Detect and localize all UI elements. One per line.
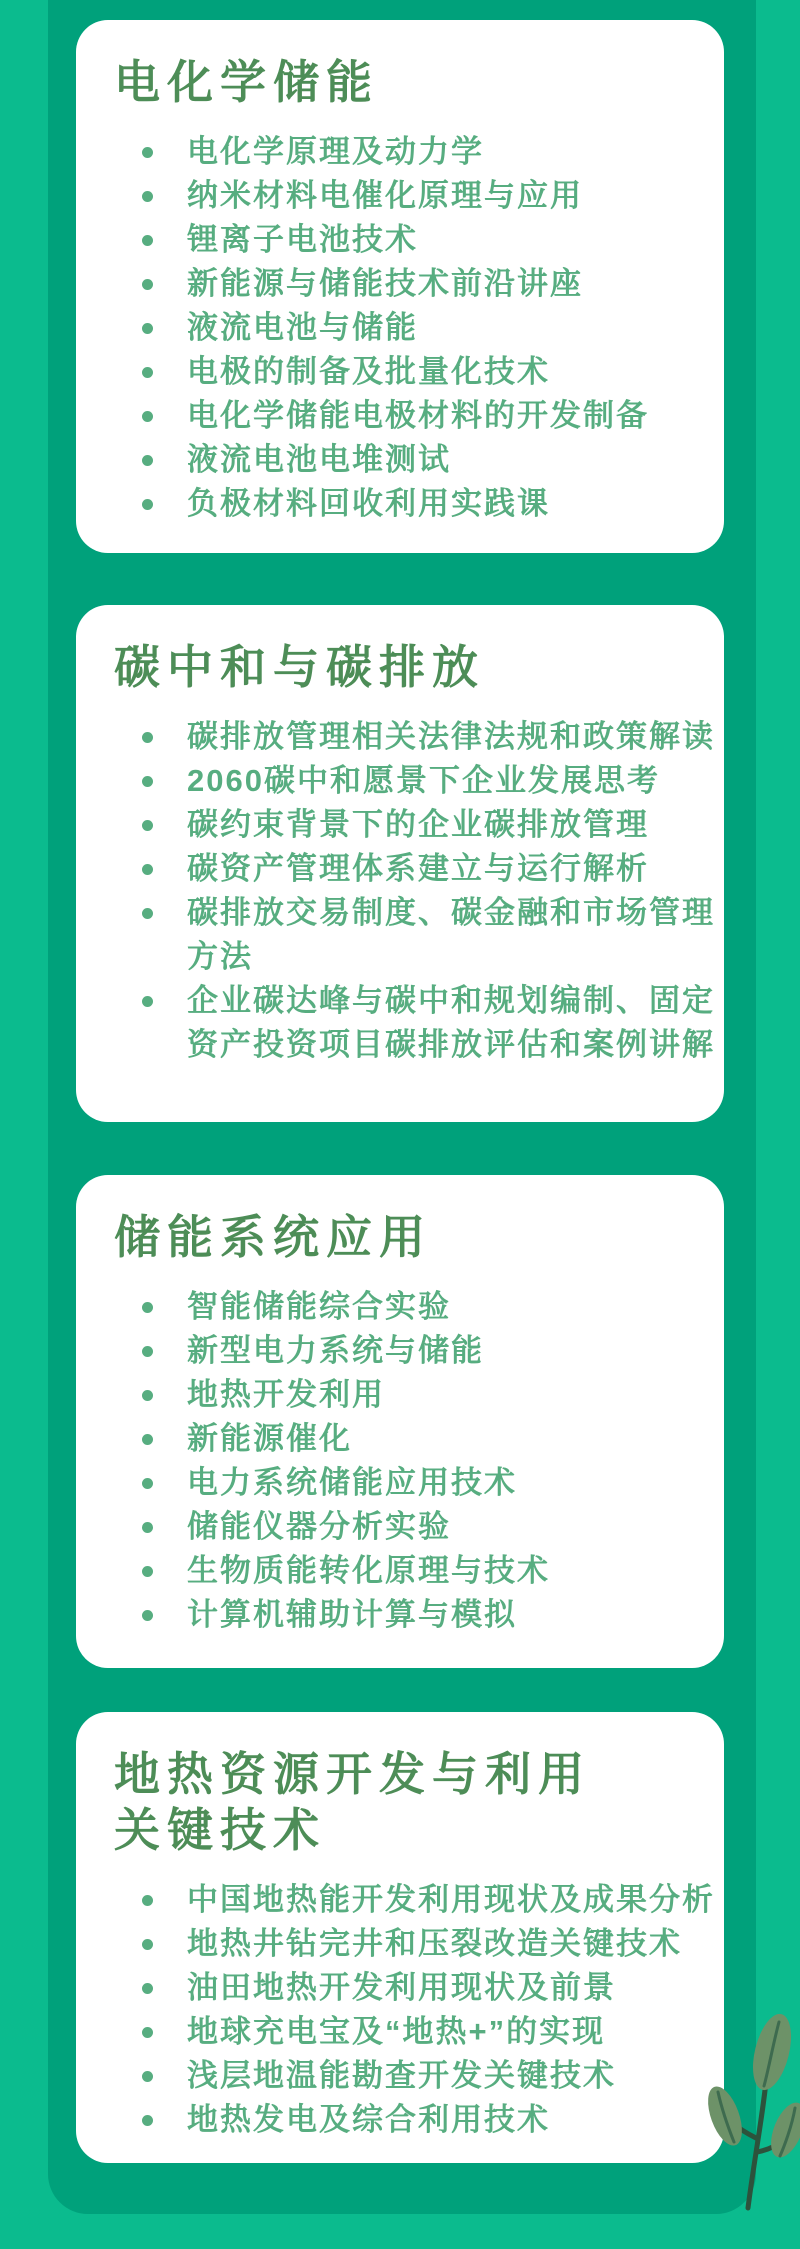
course-name: 企业碳达峰与碳中和规划编制、固定资产投资项目碳排放评估和案例讲解	[187, 983, 715, 1062]
course-name: 碳约束背景下的企业碳排放管理	[187, 807, 649, 842]
list-item	[142, 2010, 724, 2054]
course-name: 地热发电及综合利用技术	[187, 2102, 550, 2137]
list-item	[142, 2054, 724, 2098]
list-item	[142, 1966, 724, 2010]
course-name: 生物质能转化原理与技术	[187, 1553, 550, 1588]
bullet-dot-icon	[142, 1939, 153, 1950]
list-item	[142, 715, 724, 759]
bullet-dot-icon	[142, 1983, 153, 1994]
list-item	[142, 130, 724, 174]
list-item	[142, 174, 724, 218]
course-name: 浅层地温能勘查开发关键技术	[187, 2058, 616, 2093]
bullet-dot-icon	[142, 1895, 153, 1906]
bullet-dot-icon	[142, 996, 153, 1007]
list-item	[142, 847, 724, 891]
bullet-dot-icon	[142, 1566, 153, 1577]
list-item	[142, 1461, 724, 1505]
bullet-dot-icon	[142, 1434, 153, 1445]
bullet-dot-icon	[142, 1522, 153, 1533]
course-list	[76, 1285, 724, 1637]
course-name: 纳米材料电催化原理与应用	[187, 178, 583, 213]
list-item	[142, 759, 724, 803]
bullet-dot-icon	[142, 455, 153, 466]
list-item	[142, 2098, 724, 2142]
list-item	[142, 1417, 724, 1461]
bullet-dot-icon	[142, 323, 153, 334]
course-name: 油田地热开发利用现状及前景	[187, 1970, 616, 2005]
course-name: 储能仪器分析实验	[187, 1509, 451, 1544]
bullet-dot-icon	[142, 732, 153, 743]
bullet-dot-icon	[142, 820, 153, 831]
bullet-dot-icon	[142, 499, 153, 510]
course-name: 电力系统储能应用技术	[187, 1465, 517, 1500]
course-name: 液流电池与储能	[187, 310, 418, 345]
list-item	[142, 350, 724, 394]
course-card-carbon-neutrality	[76, 605, 724, 1122]
bullet-dot-icon	[142, 2027, 153, 2038]
course-name: 碳排放管理相关法律法规和政策解读	[187, 719, 715, 754]
course-name: 计算机辅助计算与模拟	[187, 1597, 517, 1632]
card-title: 储能系统应用	[114, 1211, 432, 1263]
bullet-dot-icon	[142, 1610, 153, 1621]
course-name: 液流电池电堆测试	[187, 442, 451, 477]
course-name: 负极材料回收利用实践课	[187, 486, 550, 521]
list-item	[142, 1593, 724, 1637]
course-name: 地热井钻完井和压裂改造关键技术	[187, 1926, 682, 1961]
course-name: 地球充电宝及“地热+”的实现	[187, 2014, 606, 2049]
list-item	[142, 1329, 724, 1373]
course-name: 碳排放交易制度、碳金融和市场管理方法	[187, 895, 715, 974]
bullet-dot-icon	[142, 2115, 153, 2126]
list-item	[142, 1373, 724, 1417]
course-name: 2060碳中和愿景下企业发展思考	[187, 763, 660, 798]
bullet-dot-icon	[142, 2071, 153, 2082]
course-name: 智能储能综合实验	[187, 1289, 451, 1324]
list-item	[142, 1285, 724, 1329]
bullet-dot-icon	[142, 1346, 153, 1357]
bullet-dot-icon	[142, 1390, 153, 1401]
bullet-dot-icon	[142, 1478, 153, 1489]
course-card-storage-system-applications	[76, 1175, 724, 1668]
bullet-dot-icon	[142, 1302, 153, 1313]
plant-sprig-icon	[682, 2000, 800, 2215]
list-item	[142, 979, 724, 1067]
card-title: 电化学储能	[114, 56, 379, 108]
course-name: 碳资产管理体系建立与运行解析	[187, 851, 649, 886]
list-item	[142, 306, 724, 350]
list-item	[142, 1549, 724, 1593]
list-item	[142, 262, 724, 306]
bullet-dot-icon	[142, 235, 153, 246]
course-name: 新型电力系统与储能	[187, 1333, 484, 1368]
course-name: 中国地热能开发利用现状及成果分析	[187, 1882, 715, 1917]
list-item	[142, 394, 724, 438]
list-item	[142, 218, 724, 262]
bullet-dot-icon	[142, 191, 153, 202]
course-card-geothermal-technologies	[76, 1712, 724, 2163]
card-title: 碳中和与碳排放	[114, 641, 485, 693]
course-name: 电极的制备及批量化技术	[187, 354, 550, 389]
course-name: 新能源与储能技术前沿讲座	[187, 266, 583, 301]
course-name: 电化学储能电极材料的开发制备	[187, 398, 649, 433]
list-item	[142, 1505, 724, 1549]
list-item	[142, 803, 724, 847]
list-item	[142, 891, 724, 979]
course-name: 锂离子电池技术	[187, 222, 418, 257]
list-item	[142, 438, 724, 482]
course-card-electrochemical-storage	[76, 20, 724, 553]
list-item	[142, 482, 724, 526]
course-list	[76, 130, 724, 526]
bullet-dot-icon	[142, 411, 153, 422]
bullet-dot-icon	[142, 864, 153, 875]
card-title-line-1: 地热资源开发与利用	[114, 1748, 591, 1800]
course-name: 电化学原理及动力学	[187, 134, 484, 169]
course-name: 地热开发利用	[187, 1377, 385, 1412]
course-name: 新能源催化	[187, 1421, 352, 1456]
bullet-dot-icon	[142, 776, 153, 787]
course-list	[76, 1878, 724, 2142]
card-title	[114, 1746, 724, 1858]
bullet-dot-icon	[142, 147, 153, 158]
bullet-dot-icon	[142, 367, 153, 378]
list-item	[142, 1922, 724, 1966]
bullet-dot-icon	[142, 279, 153, 290]
list-item	[142, 1878, 724, 1922]
course-list	[76, 715, 724, 1067]
bullet-dot-icon	[142, 908, 153, 919]
card-title-line-2: 关键技术	[114, 1804, 326, 1856]
